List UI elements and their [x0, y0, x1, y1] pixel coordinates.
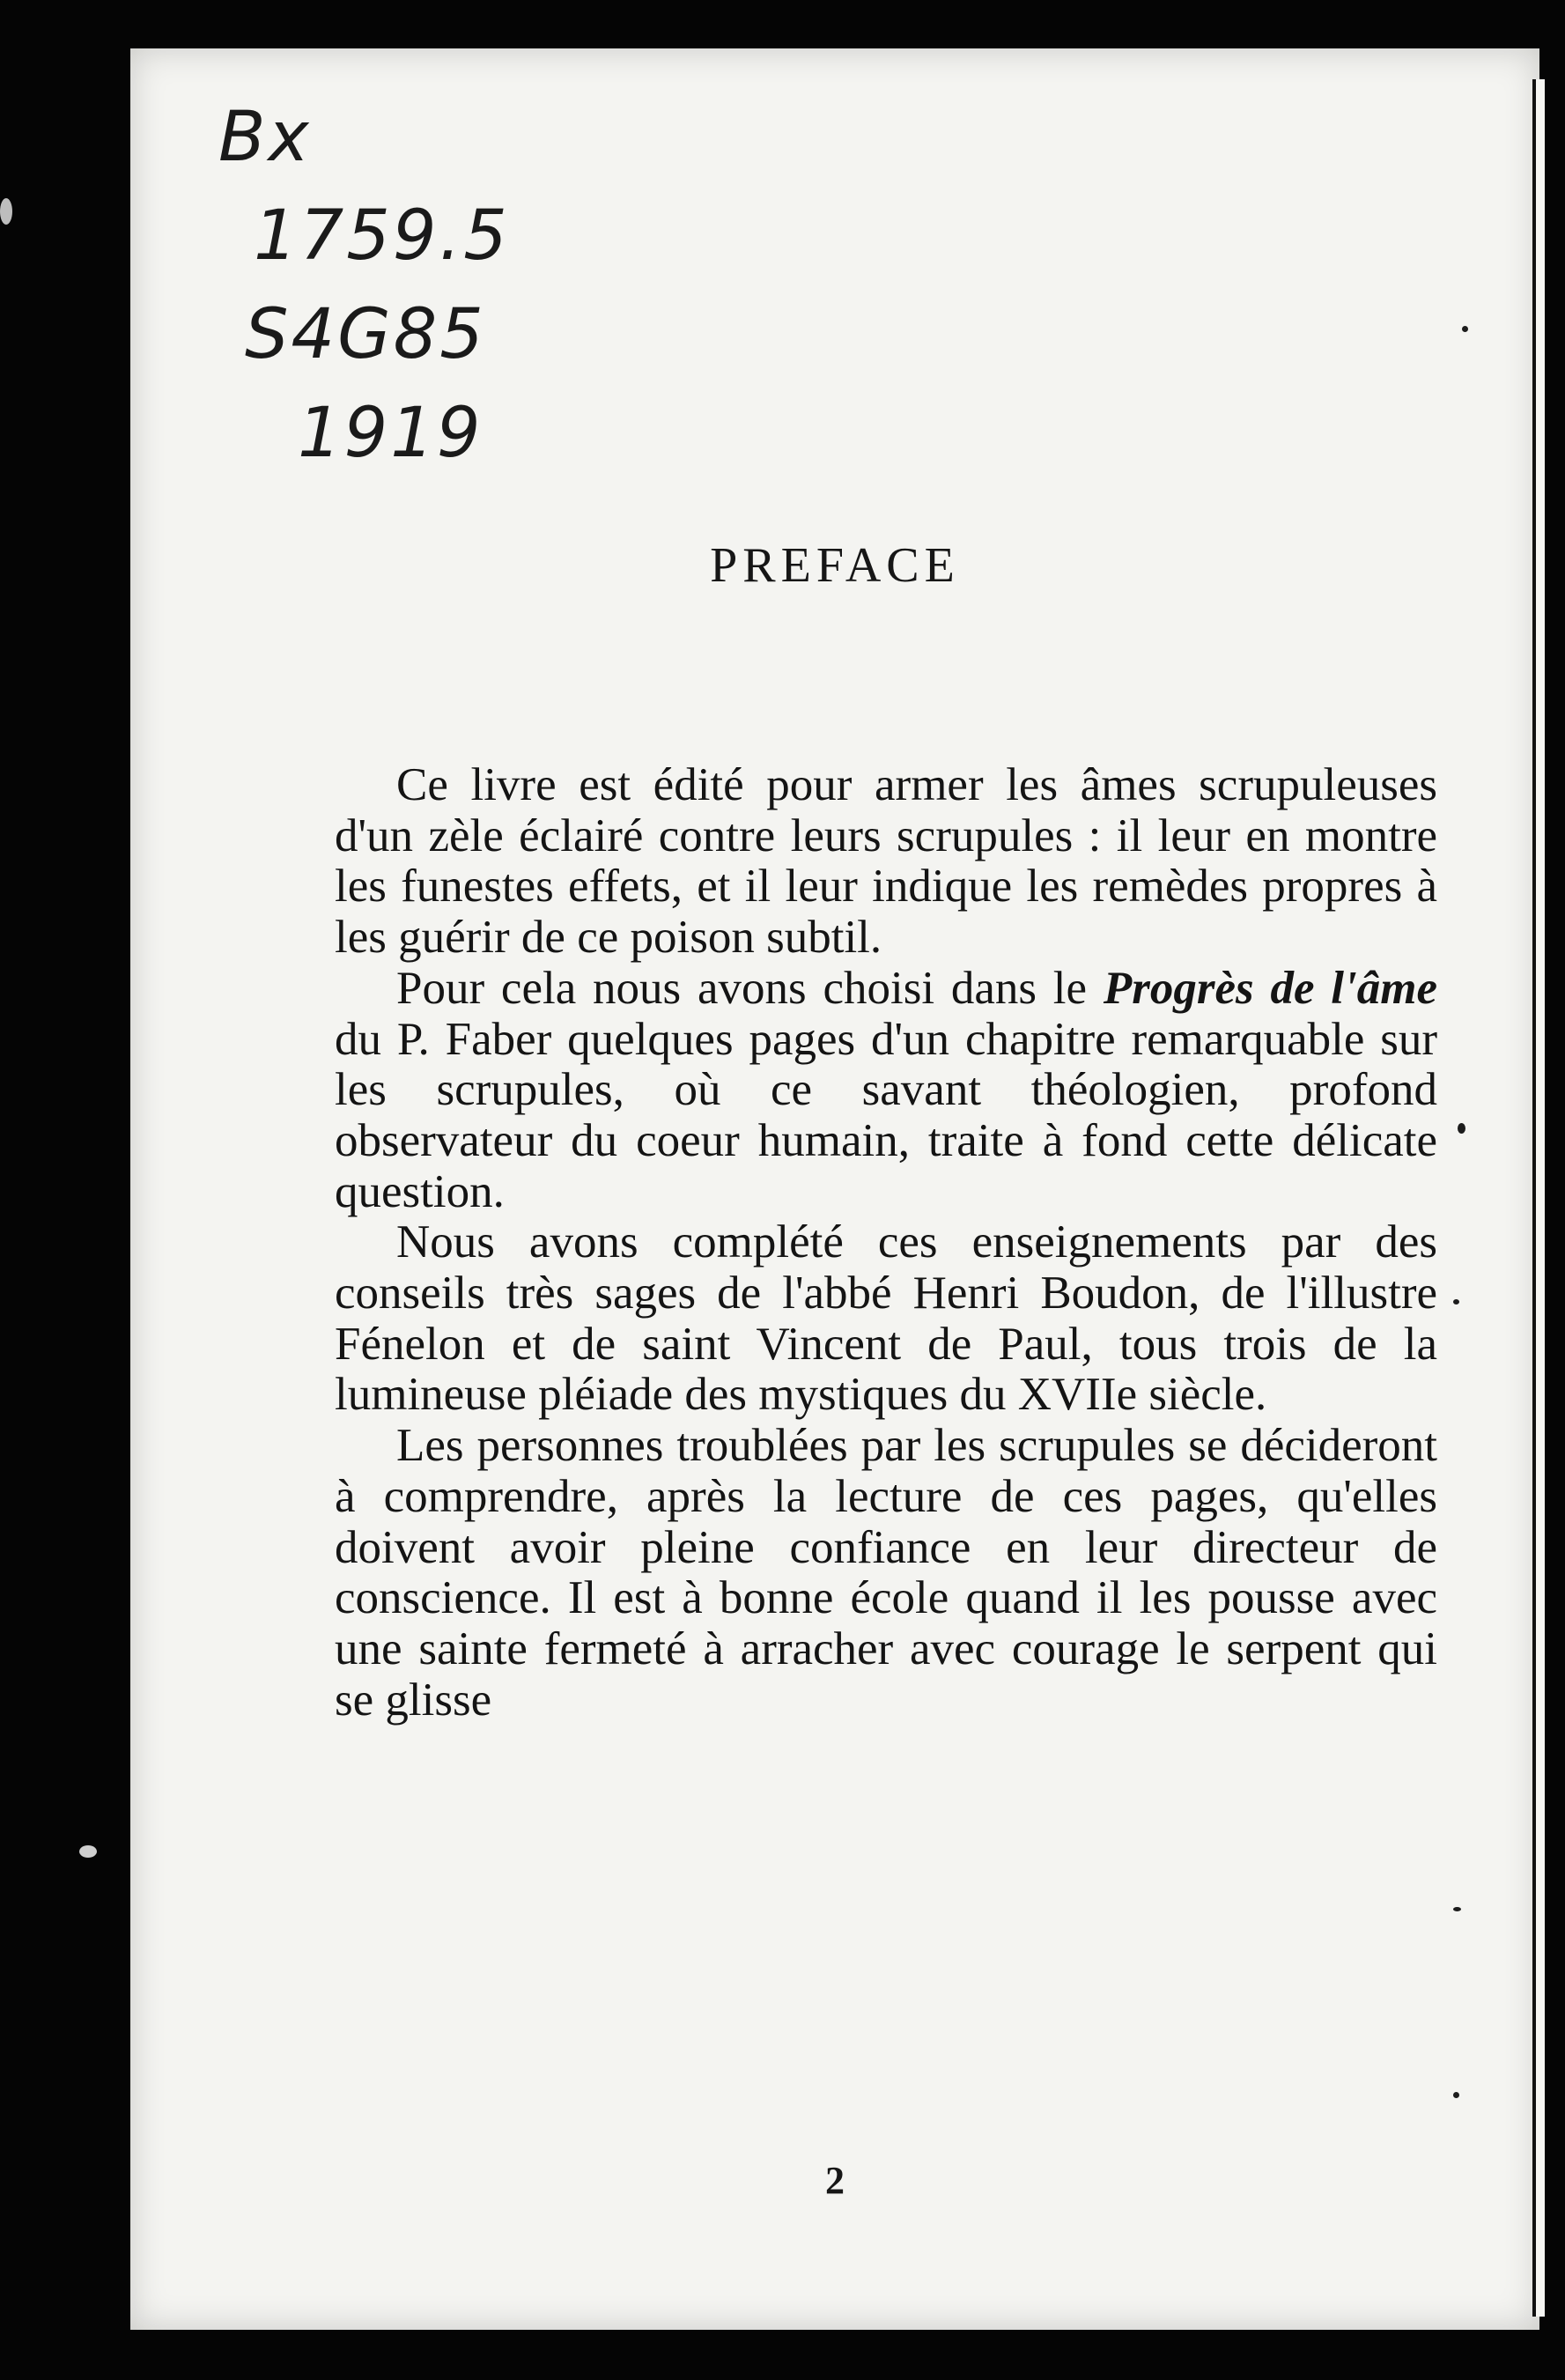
call-number-line: 1759.5 — [254, 196, 510, 276]
body-text — [335, 760, 1437, 1726]
paragraph: Ce livre est édité pour armer les âmes scrupuleuses d'un zèle éclairé contre leurs scrupules : il leur en montre les funestes effets, et il leur indique les remèdes propres à les guérir de ce poison subtil. — [335, 759, 1437, 964]
call-number-line: S4G85 — [245, 295, 486, 374]
scan-speck — [79, 1845, 97, 1858]
call-number-line: 1919 — [298, 394, 484, 473]
book-title: Progrès de l'âme — [1103, 962, 1437, 1014]
paragraph — [335, 964, 1437, 1218]
scan-speck — [1453, 1299, 1459, 1305]
book-page — [130, 48, 1539, 2330]
page-title: PREFACE — [710, 538, 960, 593]
paragraph-text: Pour cela nous avons choisi dans le — [396, 962, 1104, 1014]
scan-speck — [1453, 1907, 1461, 1911]
page-number: 2 — [825, 2159, 845, 2202]
paragraph-text: du P. Faber quelques pages d'un chapitre remarquable sur les scrupules, où ce savant théologien, profond observateur du coeur humain, traite à fond cette délicate question. — [335, 1013, 1437, 1217]
handwritten-call-number — [218, 88, 588, 483]
page-edge — [1532, 79, 1545, 2317]
scan-speck — [1458, 1123, 1465, 1134]
scan-speck — [1462, 326, 1468, 332]
scan-speck — [0, 198, 12, 225]
scan-speck — [1453, 2092, 1459, 2098]
paragraph: Nous avons complété ces enseignements par des conseils très sages de l'abbé Henri Boudon, de l'illustre Fénelon et de saint Vincent de Paul, tous trois de la lumineuse pléiade des mystiques du XVIIe siècle. — [335, 1216, 1437, 1421]
call-number-line: Bx — [218, 98, 312, 177]
paragraph: Les personnes troublées par les scrupules se décideront à comprendre, après la lecture de ces pages, qu'elles doivent avoir pleine confiance en leur directeur de conscience. Il est à bonne école quand il les pousse avec une sainte fermeté à arracher avec courage le serpent qui se glisse — [335, 1420, 1437, 1726]
